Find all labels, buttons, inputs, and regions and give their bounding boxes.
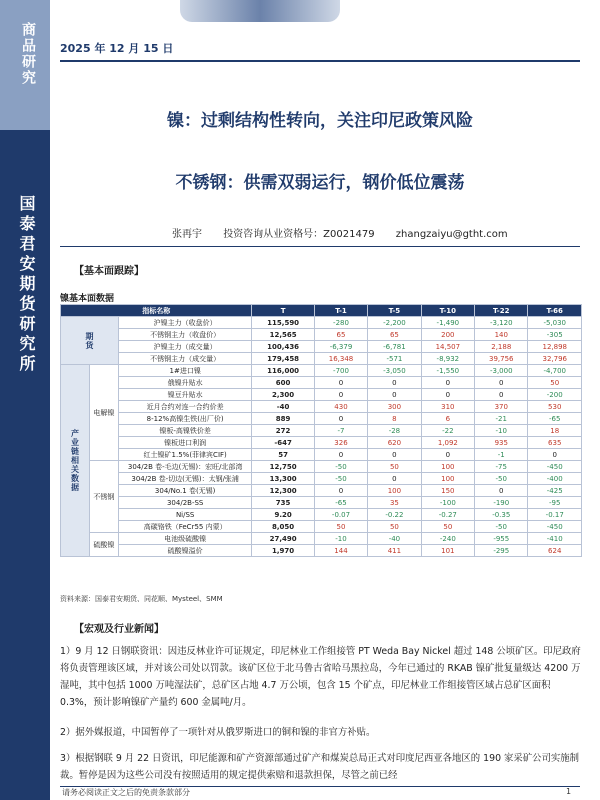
cell-change: -1,490 — [421, 317, 474, 329]
cell-change: -0.22 — [368, 509, 421, 521]
cell-change: 0 — [421, 449, 474, 461]
cell-t: 12,565 — [252, 329, 314, 341]
row-name: 镍板进口利润 — [118, 437, 252, 449]
row-name: 俄镍升贴水 — [118, 377, 252, 389]
table-row — [61, 329, 582, 341]
row-name: 沪镍主力（收盘价） — [118, 317, 252, 329]
author-name: 张再宇 — [172, 229, 202, 240]
table-row — [61, 377, 582, 389]
cell-change: -571 — [368, 353, 421, 365]
cell-change: -10 — [314, 533, 367, 545]
cell-change: 0 — [314, 485, 367, 497]
cell-change: 0 — [475, 389, 528, 401]
cell-change: -65 — [528, 413, 582, 425]
table-row — [61, 401, 582, 413]
section-fundamentals: 【基本面跟踪】 — [74, 266, 144, 277]
cell-change: 200 — [421, 329, 474, 341]
cell-t: 8,050 — [252, 521, 314, 533]
author-license: 投资咨询从业资格号：Z0021479 — [223, 229, 375, 240]
table-row — [61, 413, 582, 425]
table-row — [61, 425, 582, 437]
cell-change: 1,092 — [421, 437, 474, 449]
header-divider — [60, 60, 580, 62]
group-electrolytic: 电解镍 — [89, 365, 118, 461]
cell-change: -8,932 — [421, 353, 474, 365]
cell-change: -28 — [368, 425, 421, 437]
cell-t: 100,436 — [252, 341, 314, 353]
table-header-row — [61, 305, 582, 317]
cell-change: -3,120 — [475, 317, 528, 329]
cell-change: 411 — [368, 545, 421, 557]
cell-change: -100 — [421, 497, 474, 509]
cell-t: 272 — [252, 425, 314, 437]
cell-change: -3,000 — [475, 365, 528, 377]
cell-t: 9.20 — [252, 509, 314, 521]
cell-change: 0 — [314, 389, 367, 401]
author-line — [172, 225, 526, 240]
cell-change: 65 — [368, 329, 421, 341]
table-row — [61, 461, 582, 473]
table-row — [61, 545, 582, 557]
cell-change: 32,796 — [528, 353, 582, 365]
group-stainless: 不锈钢 — [89, 461, 118, 533]
author-email[interactable]: zhangzaiyu@gtht.com — [395, 229, 508, 240]
cell-change: 370 — [475, 401, 528, 413]
cell-change: 50 — [421, 521, 474, 533]
brand-logo — [180, 0, 340, 22]
cell-change: -955 — [475, 533, 528, 545]
news-paragraph-3: 3）根据钢联 9 月 22 日资讯，印尼能源和矿产资源部通过矿产和煤炭总局正式对印度尼西亚各地区的 190 家采矿公司实施制裁。暂停是因为这些公司没有按照适用的规定提供索赔和退款担保，尽管之前已经 — [60, 753, 580, 781]
cell-change: 326 — [314, 437, 367, 449]
cell-change: 50 — [528, 377, 582, 389]
table-row — [61, 437, 582, 449]
cell-change: 0 — [528, 449, 582, 461]
cell-change: 8 — [368, 413, 421, 425]
cell-change: 150 — [421, 485, 474, 497]
cell-change: -400 — [528, 473, 582, 485]
cell-change: 635 — [528, 437, 582, 449]
cell-change: 50 — [368, 461, 421, 473]
table-row — [61, 341, 582, 353]
cell-change: -50 — [475, 521, 528, 533]
cell-change: -50 — [475, 473, 528, 485]
cell-change: 39,756 — [475, 353, 528, 365]
cell-t: 1,970 — [252, 545, 314, 557]
cell-change: 6 — [421, 413, 474, 425]
cell-change: 430 — [314, 401, 367, 413]
table-row — [61, 509, 582, 521]
cell-change: 18 — [528, 425, 582, 437]
cell-t: 115,590 — [252, 317, 314, 329]
cell-change: 65 — [314, 329, 367, 341]
cell-change: 12,898 — [528, 341, 582, 353]
cell-change: 101 — [421, 545, 474, 557]
row-name: 不锈钢主力（收盘价） — [118, 329, 252, 341]
group-industry: 产业链相关数据 — [61, 365, 90, 557]
cell-change: -4,700 — [528, 365, 582, 377]
cell-change: -3,050 — [368, 365, 421, 377]
table-row — [61, 365, 582, 377]
table-row — [61, 317, 582, 329]
cell-change: -1,550 — [421, 365, 474, 377]
cell-t: 12,750 — [252, 461, 314, 473]
cell-change: 624 — [528, 545, 582, 557]
cell-t: -647 — [252, 437, 314, 449]
cell-change: -21 — [475, 413, 528, 425]
main-title: 镍：过剩结构性转向，关注印尼政策风险 — [167, 111, 473, 131]
cell-change: -6,379 — [314, 341, 367, 353]
row-name: 沪镍主力（成交量） — [118, 341, 252, 353]
cell-change: -190 — [475, 497, 528, 509]
cell-t: 13,300 — [252, 473, 314, 485]
cell-change: -280 — [314, 317, 367, 329]
row-name: 8-12%高镍生铁(出厂价) — [118, 413, 252, 425]
table-row — [61, 521, 582, 533]
cell-change: 0 — [475, 377, 528, 389]
cell-change: 35 — [368, 497, 421, 509]
cell-change: 140 — [475, 329, 528, 341]
cell-change: -0.27 — [421, 509, 474, 521]
row-name: 镍豆升贴水 — [118, 389, 252, 401]
cell-change: -6,781 — [368, 341, 421, 353]
cell-change: -1 — [475, 449, 528, 461]
group-sulfate: 硫酸镍 — [89, 533, 118, 557]
table-title: 镍基本面数据 — [60, 294, 115, 304]
cell-change: 50 — [368, 521, 421, 533]
cell-change: 0 — [368, 449, 421, 461]
table-source: 资料来源：国泰君安期货、同花顺、Mysteel、SMM — [60, 595, 223, 603]
cell-change: 0 — [368, 389, 421, 401]
row-name: 1#进口镍 — [118, 365, 252, 377]
table-row — [61, 497, 582, 509]
header-t10: T-10 — [421, 305, 474, 317]
cell-change: 0 — [421, 389, 474, 401]
cell-change: -0.35 — [475, 509, 528, 521]
cell-change: 300 — [368, 401, 421, 413]
header-t66: T-66 — [528, 305, 582, 317]
header-t22: T-22 — [475, 305, 528, 317]
cell-change: 0 — [314, 413, 367, 425]
table-row — [61, 533, 582, 545]
row-name: 304/2B 卷-切边(无锡)：太钢/张浦 — [118, 473, 252, 485]
cell-change: 100 — [421, 473, 474, 485]
cell-change: -10 — [475, 425, 528, 437]
table-row — [61, 389, 582, 401]
row-name: 高碳铬铁（FeCr55 内蒙） — [118, 521, 252, 533]
row-name: 304/2B-SS — [118, 497, 252, 509]
row-name: 近月合约对连一合约价差 — [118, 401, 252, 413]
sub-title: 不锈钢：供需双弱运行，钢价低位震荡 — [175, 173, 465, 193]
cell-change: -50 — [314, 473, 367, 485]
table-row — [61, 485, 582, 497]
sidebar-category: 商品研究 — [20, 22, 36, 86]
row-name: 硫酸镍溢价 — [118, 545, 252, 557]
cell-t: 116,000 — [252, 365, 314, 377]
row-name: 304/No.1 卷(无锡) — [118, 485, 252, 497]
row-name: 镍板-高镍铁价差 — [118, 425, 252, 437]
table-row — [61, 353, 582, 365]
cell-t: 2,300 — [252, 389, 314, 401]
cell-change: 0 — [314, 449, 367, 461]
cell-change: -50 — [314, 461, 367, 473]
cell-t: 889 — [252, 413, 314, 425]
cell-change: -410 — [528, 533, 582, 545]
cell-change: 310 — [421, 401, 474, 413]
cell-t: 735 — [252, 497, 314, 509]
cell-change: -2,200 — [368, 317, 421, 329]
cell-t: 57 — [252, 449, 314, 461]
cell-t: 12,300 — [252, 485, 314, 497]
cell-change: -425 — [528, 485, 582, 497]
cell-change: -200 — [528, 389, 582, 401]
cell-change: -700 — [314, 365, 367, 377]
row-name: 不锈钢主力（成交量） — [118, 353, 252, 365]
cell-change: 2,188 — [475, 341, 528, 353]
news-paragraph-1: 1）9 月 12 日钢联资讯：因违反林业许可证规定，印尼林业工作组接管 PT Weda Bay Nickel 超过 148 公顷矿区。印尼政府将负责管理该区域，并对该公司处以罚款。该矿区位于北马鲁古省哈马黑拉岛，今年已通过的 RKAB 镍矿批复量级达 4200 万湿吨，其中包括 1000 万吨湿法矿，总矿区占地 4.7 万公顷，包含 15 个矿点，印尼林业工作组接管区域占总矿区面积 0.3%，预计影响镍矿产量约 600 金属吨/月。 — [60, 646, 581, 708]
cell-change: -305 — [528, 329, 582, 341]
cell-change: -75 — [475, 461, 528, 473]
cell-change: 0 — [314, 377, 367, 389]
row-name: 电池级硫酸镍 — [118, 533, 252, 545]
cell-change: 50 — [314, 521, 367, 533]
cell-change: -65 — [314, 497, 367, 509]
news-paragraph-2: 2）据外媒报道，中国暂停了一项针对从俄罗斯进口的铜和镍的非官方补贴。 — [60, 727, 376, 738]
cell-change: -295 — [475, 545, 528, 557]
cell-change: 620 — [368, 437, 421, 449]
cell-change: -450 — [528, 521, 582, 533]
cell-change: -7 — [314, 425, 367, 437]
cell-change: -95 — [528, 497, 582, 509]
cell-change: -40 — [368, 533, 421, 545]
report-date: 2025 年 12 月 15 日 — [60, 42, 174, 55]
cell-change: 100 — [421, 461, 474, 473]
section-news: 【宏观及行业新闻】 — [74, 624, 164, 635]
header-t1: T-1 — [314, 305, 367, 317]
cell-t: 27,490 — [252, 533, 314, 545]
row-name: 304/2B 卷-毛边(无锡)：宏旺/北部湾 — [118, 461, 252, 473]
cell-change: 0 — [368, 473, 421, 485]
cell-change: -240 — [421, 533, 474, 545]
cell-change: 0 — [421, 377, 474, 389]
cell-t: 179,458 — [252, 353, 314, 365]
cell-change: 14,507 — [421, 341, 474, 353]
cell-change: -450 — [528, 461, 582, 473]
footer-disclaimer: 请务必阅读正文之后的免责条款部分 — [62, 788, 190, 797]
header-indicator: 指标名称 — [61, 305, 252, 317]
cell-change: -22 — [421, 425, 474, 437]
cell-change: 0 — [368, 377, 421, 389]
table-row — [61, 473, 582, 485]
cell-change: 100 — [368, 485, 421, 497]
cell-t: 600 — [252, 377, 314, 389]
page-number: 1 — [566, 787, 572, 796]
header-t5: T-5 — [368, 305, 421, 317]
cell-change: -0.17 — [528, 509, 582, 521]
cell-change: -5,030 — [528, 317, 582, 329]
sidebar-org: 国泰君安期货研究所 — [17, 195, 36, 375]
cell-change: 144 — [314, 545, 367, 557]
cell-change: 0 — [475, 485, 528, 497]
row-name: 红土镍矿1.5%(菲律宾CIF) — [118, 449, 252, 461]
fundamentals-table — [60, 304, 582, 557]
header-t: T — [252, 305, 314, 317]
cell-change: -0.07 — [314, 509, 367, 521]
author-divider — [60, 246, 580, 247]
sidebar — [0, 0, 50, 800]
group-futures: 期货 — [61, 317, 119, 365]
table-row — [61, 449, 582, 461]
cell-change: 16,348 — [314, 353, 367, 365]
row-name: Ni/SS — [118, 509, 252, 521]
cell-change: 935 — [475, 437, 528, 449]
cell-t: -40 — [252, 401, 314, 413]
cell-change: 530 — [528, 401, 582, 413]
